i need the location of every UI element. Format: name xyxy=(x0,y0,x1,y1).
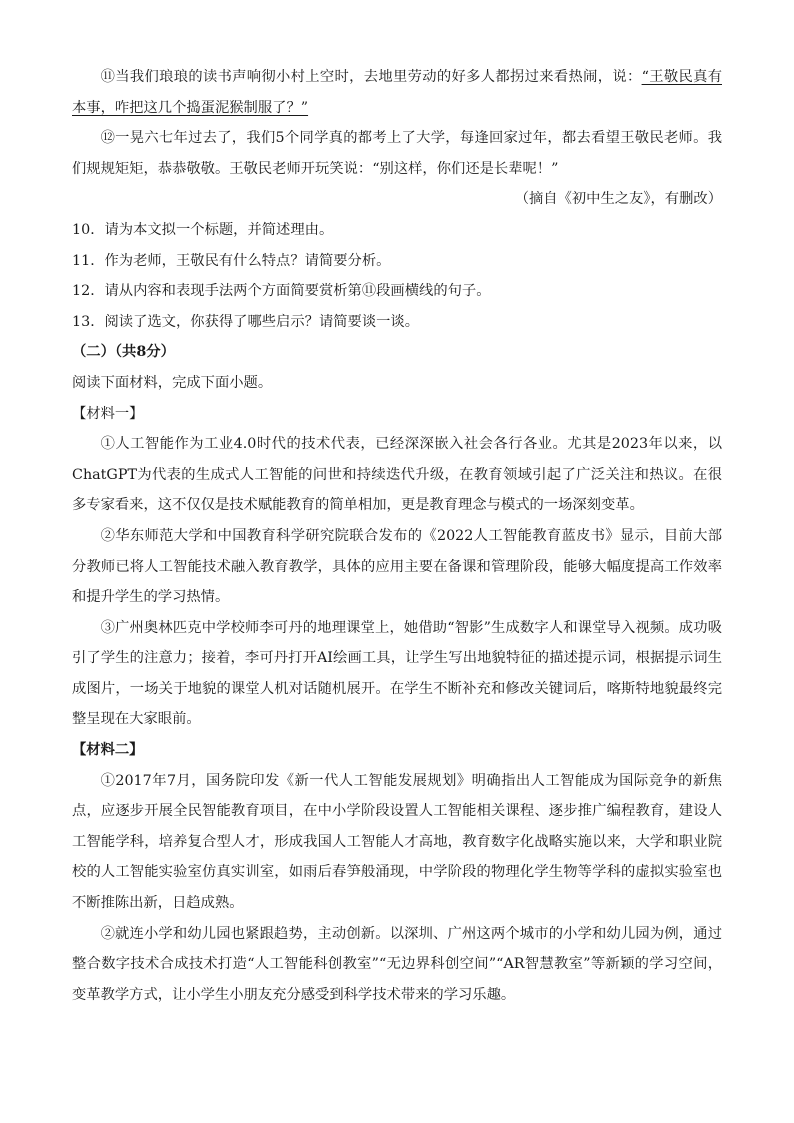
material-1-title: 【材料一】 xyxy=(72,405,144,422)
question-12: 12．请从内容和表现手法两个方面简要赏析第⑪段画横线的句子。 xyxy=(72,283,491,300)
material-1-paragraph-1: ①人工智能作为工业4.0时代的技术代表，已经深深嵌入社会各行各业。尤其是2023年以来，以ChatGPT为代表的生成式人工智能的问世和持续迭代升级，在教育领域引起了广泛关注和热议。在很多专家看来，这不仅仅是技术赋能教育的简单相加，更是教育理念与模式的一场深刻变革。 xyxy=(72,436,722,514)
material-2-title: 【材料二】 xyxy=(72,742,144,759)
underlined-sentence: “王敬民真有本事，咋把这几个捣蛋泥猴制服了？” xyxy=(72,69,722,116)
material-1-paragraph-2: ②华东师范大学和中国教育科学研究院联合发布的《2022人工智能教育蓝皮书》显示，目前大部分教师已将人工智能技术融入教育教学，具体的应用主要在备课和管理阶段，能够大幅度提高工作效率和提升学生的学习热情。 xyxy=(72,527,722,606)
section-instruction: 阅读下面材料，完成下面小题。 xyxy=(72,374,273,391)
paragraph-12: ⑫一晃六七年过去了，我们5个同学真的都考上了大学，每逢回家过年，都去看望王敬民老师。我们规规矩矩，恭恭敬敬。王敬民老师开玩笑说：“别这样，你们还是长辈呢！” xyxy=(72,130,722,177)
paragraph-11 xyxy=(72,62,722,123)
material-2-paragraph-1: ①2017年7月，国务院印发《新一代人工智能发展规划》明确指出人工智能成为国际竞争的新焦点，应逐步开展全民智能教育项目，在中小学阶段设置人工智能相关课程、逐步推广编程教育，建设人工智能学科，培养复合型人才，形成我国人工智能人才高地，教育数字化战略实施以来，大学和职业院校的人工智能实验室仿真实训室，如雨后春笋般涌现，中学阶段的物理化学生物等学科的虚拟实验室也不断推陈出新，日趋成熟。 xyxy=(72,772,722,912)
document-page xyxy=(72,62,722,1010)
paragraph-11-text: ⑪当我们琅琅的读书声响彻小村上空时，去地里劳动的好多人都拐过来看热闹，说： xyxy=(100,69,642,85)
material-2-paragraph-2: ②就连小学和幼儿园也紧跟趋势，主动创新。以深圳、广州这两个城市的小学和幼儿园为例，通过整合数字技术合成技术打造“人工智能科创教室”“无边界科创空间”“AR智慧教室”等新颖的学习空间，变革教学方式，让小学生小朋友充分感受到科学技术带来的学习乐趣。 xyxy=(72,925,722,1003)
source-citation: （摘自《初中生之友》，有删改） xyxy=(514,191,722,208)
material-1-paragraph-3: ③广州奥林匹克中学校师李可丹的地理课堂上，她借助“智影”生成数字人和课堂导入视频。成功吸引了学生的注意力；接着，李可丹打开AI绘画工具，让学生写出地貌特征的描述提示词，根据提示词生成图片，一场关于地貌的课堂人机对话随机展开。在学生不断补充和修改关键词后，喀斯特地貌最终完整呈现在大家眼前。 xyxy=(72,619,722,728)
question-10: 10．请为本文拟一个标题，并简述理由。 xyxy=(72,221,334,238)
question-13: 13．阅读了选文，你获得了哪些启示？请简要谈一谈。 xyxy=(72,313,420,330)
section-heading: （二）（共8分） xyxy=(72,344,175,361)
question-11: 11．作为老师，王敬民有什么特点？请简要分析。 xyxy=(72,252,391,269)
